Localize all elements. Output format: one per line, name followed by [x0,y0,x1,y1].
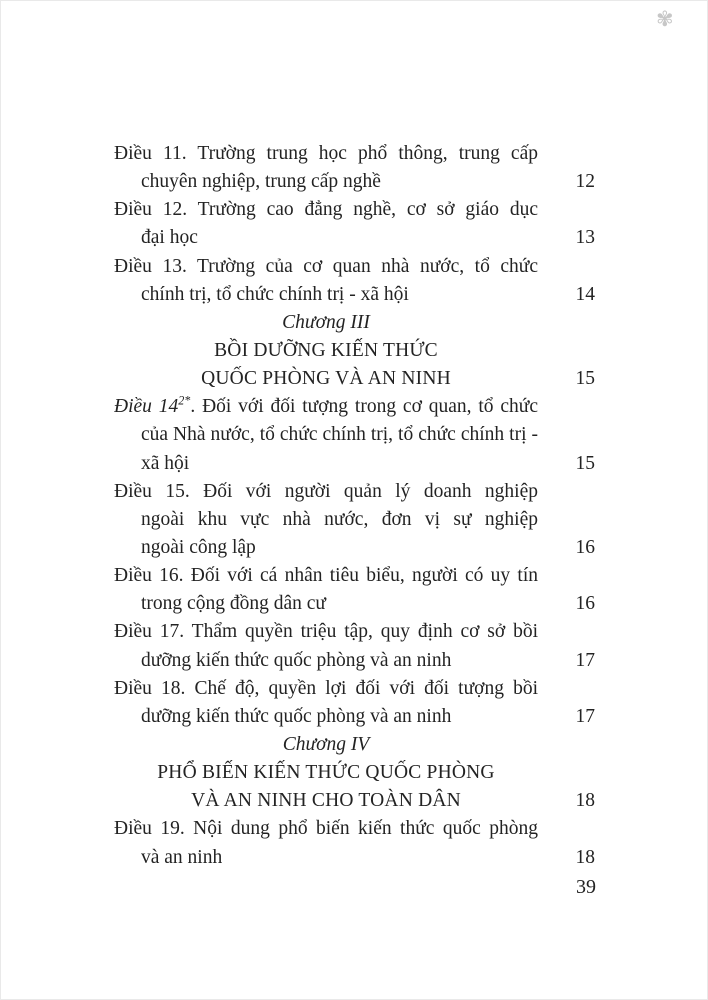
toc-line-text: Chương IV [282,733,370,755]
toc-line [114,844,595,872]
toc-line-text: trong cộng đồng dân cư [141,593,326,615]
toc-page-number: 15 [575,452,595,474]
toc-line-text: ngoài công lập [141,536,256,558]
toc-line-text: đại học [141,227,198,249]
toc-page-number: 18 [575,790,595,812]
toc-line [114,450,595,478]
toc-line [114,506,595,534]
toc-page-number: 17 [575,649,595,671]
toc-line [114,253,595,281]
toc-line [114,534,595,562]
toc-line-text: xã hội [141,452,190,474]
toc-line [114,168,595,196]
toc-line [114,393,595,421]
toc-line-text: Điều 11. Trường trung học phổ thông, trung cấp [114,143,538,164]
toc-line [114,815,595,843]
toc-line-text: PHỔ BIẾN KIẾN THỨC QUỐC PHÒNG [157,762,495,784]
toc-line-text: Điều 18. Chế độ, quyền lợi đối với đối tượng bồi [114,677,538,699]
toc-line [114,281,595,309]
toc-line [114,196,595,224]
toc-line-text: chính trị, tổ chức chính trị - xã hội [141,283,409,305]
toc-line-text: VÀ AN NINH CHO TOÀN DÂN [191,790,461,812]
toc-line-text: Điều 13. Trường của cơ quan nhà nước, tổ chức [114,255,538,277]
toc-line-text: Điều 17. Thẩm quyền triệu tập, quy định cơ sở bồi [114,621,538,643]
toc-line [114,365,595,393]
toc-page-number: 12 [575,171,595,193]
toc-line [114,731,595,759]
toc-line-text: chuyên nghiệp, trung cấp nghề [141,171,381,193]
toc-line-text: dưỡng kiến thức quốc phòng và an ninh [141,649,452,671]
page-number: 39 [576,876,596,898]
toc-page-number: 16 [575,593,595,615]
toc-page-number: 13 [575,227,595,249]
toc-line [114,309,595,337]
toc-line-text: Điều 19. Nội dung phổ biến kiến thức quốc phòng [114,818,538,840]
toc-line [114,224,595,252]
toc-line [114,618,595,646]
toc-line [114,421,595,449]
toc-line-text: dưỡng kiến thức quốc phòng và an ninh [141,705,452,727]
toc-page-number: 15 [575,368,595,390]
toc-line-text: của Nhà nước, tổ chức chính trị, tổ chức chính trị - [141,424,538,446]
toc-page-number: 18 [575,846,595,868]
toc-line [114,478,595,506]
toc-line [114,703,595,731]
toc-line-text: Điều 15. Đối với người quản lý doanh nghiệp [114,480,538,502]
toc-page-number: 14 [575,283,595,305]
toc-line-text: BỒI DƯỠNG KIẾN THỨC [214,339,438,361]
toc-line [114,590,595,618]
toc-line-text: ngoài khu vực nhà nước, đơn vị sự nghiệp [141,508,538,530]
toc-page-number: 16 [575,536,595,558]
flower-ornament-icon: ✾ [656,7,674,31]
toc-line [114,337,595,365]
toc-page-number: 17 [575,705,595,727]
toc-line-text: Điều 12. Trường cao đẳng nghề, cơ sở giáo dục [114,199,538,221]
toc-line-text: Điều 16. Đối với cá nhân tiêu biểu, người có uy tín [114,565,538,587]
toc-line-text: QUỐC PHÒNG VÀ AN NINH [201,368,451,390]
toc-line [114,647,595,675]
toc-line-text: Điều $14^{2*}$. Đối với đối tượng trong cơ quan, tổ chức [114,393,538,418]
toc-line [114,787,595,815]
toc-line [114,562,595,590]
toc-line-text: và an ninh [141,846,223,868]
toc [114,140,595,872]
toc-line [114,759,595,787]
toc-line-text: Chương III [282,311,370,333]
toc-line [114,675,595,703]
toc-line [114,140,595,168]
